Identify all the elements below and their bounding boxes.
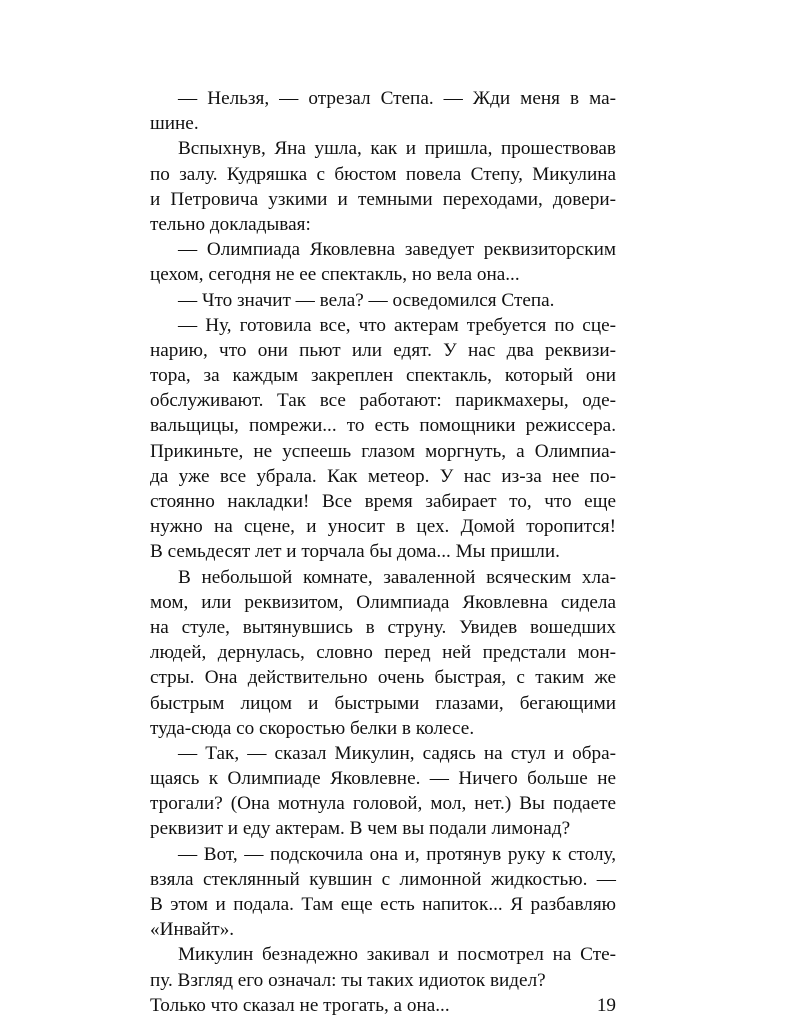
text-line: стры. Она действительно очень быстрая, с таким же — [150, 667, 616, 689]
text-line: по залу. Кудряшка с бюстом повела Степу, Микулина — [150, 163, 616, 185]
page-number: 19 — [596, 994, 616, 1016]
text-line: да уже все убрала. Как метеор. У нас из-за нее по- — [150, 465, 616, 487]
text-line: обслуживают. Так все работают: парикмахеры, оде- — [150, 390, 616, 412]
text-line: В семьдесят лет и торчала бы дома... Мы пришли. — [150, 541, 560, 563]
text-line: — Ну, готовила все, что актерам требуется по сце- — [178, 314, 616, 336]
text-line: тельно докладывая: — [150, 213, 311, 235]
text-line: тора, за каждым закреплен спектакль, который они — [150, 365, 616, 387]
text-line: нужно на сцене, и уносит в цех. Домой торопится! — [150, 516, 616, 538]
text-line: В этом и подала. Там еще есть напиток... Я разбавляю — [150, 894, 616, 915]
text-line: — Так, — сказал Микулин, садясь на стул и обра- — [178, 742, 616, 764]
text-line: стоянно накладки! Все время забирает то, что еще — [150, 491, 616, 512]
text-line: быстрым лицом и быстрыми глазами, бегающими — [150, 692, 616, 714]
text-line: шине. — [150, 113, 199, 135]
text-line: мом, или реквизитом, Олимпиада Яковлевна сидела — [150, 591, 616, 613]
text-line: — Что значит — вела? — осведомился Степа. — [178, 289, 555, 311]
text-line: туда-сюда со скоростью белки в колесе. — [150, 717, 475, 739]
text-line: и Петровича узкими и темными переходами, довери- — [150, 188, 616, 210]
text-line: Вспыхнув, Яна ушла, как и пришла, прошествовав — [178, 138, 616, 160]
text-line: трогали? (Она мотнула головой, мол, нет.) Вы подаете — [150, 793, 616, 815]
text-line: — Нельзя, — отрезал Степа. — Жди меня в ма- — [178, 88, 616, 109]
text-line: — Вот, — подскочила она и, протянув руку к столу, — [178, 843, 616, 865]
text-line: нарию, что они пьют или едят. У нас два реквизи- — [150, 339, 616, 361]
text-line: Прикиньте, не успеешь глазом моргнуть, а Олимпиа- — [150, 440, 616, 462]
text-line: людей, дернулась, словно перед ней предстали мон- — [150, 642, 616, 664]
text-line: щаясь к Олимпиаде Яковлевне. — Ничего больше не — [150, 768, 616, 790]
text-line: цехом, сегодня не ее спектакль, но вела она... — [150, 264, 520, 286]
text-line: Микулин безнадежно закивал и посмотрел на Сте- — [178, 944, 616, 966]
text-line: вальщицы, помрежи... то есть помощники режиссера. — [150, 415, 616, 437]
page-text — [150, 86, 616, 1018]
text-line: В небольшой комнате, заваленной всяческим хла- — [178, 566, 616, 588]
text-line: реквизит и еду актерам. В чем вы подали лимонад? — [150, 818, 571, 840]
text-line: Только что сказал не трогать, а она... — [150, 994, 450, 1016]
text-line: — Олимпиада Яковлевна заведует реквизиторским — [178, 239, 616, 261]
text-line: на стуле, вытянувшись в струну. Увидев вошедших — [150, 616, 616, 638]
text-line: «Инвайт». — [150, 919, 235, 941]
last-line-with-page-number — [150, 993, 616, 1018]
text-line: взяла стеклянный кувшин с лимонной жидкостью. — — [150, 868, 616, 890]
text-line: пу. Взгляд его означал: ты таких идиоток видел? — [150, 969, 546, 991]
